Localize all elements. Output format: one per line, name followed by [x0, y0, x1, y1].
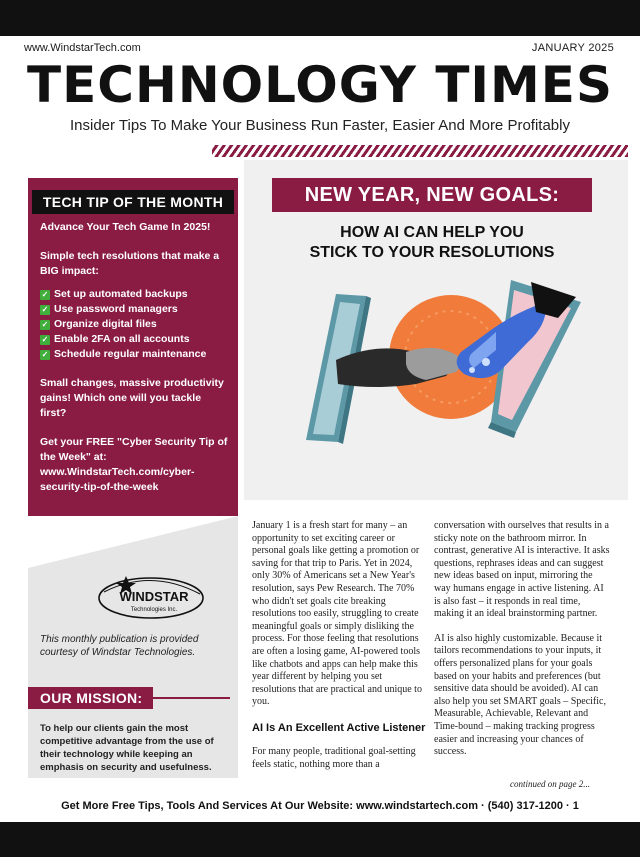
checklist-item: ✓ Set up automated backups — [41, 288, 188, 300]
checkmark-icon: ✓ — [41, 319, 49, 329]
checklist-item: ✓ Enable 2FA on all accounts — [41, 333, 190, 345]
footer-contact[interactable]: Get More Free Tips, Tools And Services At Our Website: www.windstartech.com · (540) 317-1200 · 1 — [61, 800, 579, 812]
article-column-1 — [252, 520, 428, 783]
bottom-bar — [0, 822, 640, 857]
feature-title: NEW YEAR, NEW GOALS: — [272, 178, 592, 212]
mission-divider — [153, 697, 230, 699]
checkmark-icon: ✓ — [41, 289, 49, 299]
tip-intro: Advance Your Tech Game In 2025! — [40, 221, 211, 233]
svg-text:WINDSTAR: WINDSTAR — [119, 589, 189, 604]
site-url[interactable]: www.WindstarTech.com — [24, 42, 141, 54]
tech-tip-header: TECH TIP OF THE MONTH — [32, 190, 234, 214]
mission-text: To help our clients gain the most competitive advantage from the use of their technology while keeping an emphasis on security and usefulness. — [40, 723, 214, 773]
courtesy-note: This monthly publication is provided courtesy of Windstar Technologies. — [40, 634, 199, 658]
issue-date: JANUARY 2025 — [531, 42, 614, 54]
article-paragraph: January 1 is a fresh start for many – an opportunity to set exciting career or personal goals like getting a promotion or saving for that trip to Paris. Yet in 2024, only 30% of Americans set a New Year's resolution, says Pew Research. The 70% who didn't set goals cite breaking resolutions too easily, struggling to create meaningful goals or simply disliking the process. For those feeling that resolutions are often a losing game, AI-powered tools like chatbots and apps can help make this year different by helping you set resolutions that are practical and unique to you. — [252, 520, 422, 708]
continued-note: continued on page 2... — [510, 779, 590, 789]
tip-checklist — [40, 287, 230, 362]
masthead-title: TECHNOLOGY TIMES — [27, 56, 613, 114]
article-paragraph: conversation with ourselves that results in a sticky note on the bathroom mirror. In contrast, generative AI is interactive. It asks questions, rephrases ideas and can suggest new ideas based on input, mirroring the way humans engage in active listening. AI is also fast – it responds in real time, making it an ideal brainstorming partner. — [434, 520, 610, 620]
feature-subtitle: HOW AI CAN HELP YOU STICK TO YOUR RESOLUTIONS — [309, 224, 555, 261]
checklist-item: ✓ Organize digital files — [41, 318, 157, 330]
article-column-2 — [434, 520, 610, 771]
decorative-stripe — [212, 145, 628, 157]
masthead-tagline: Insider Tips To Make Your Business Run Faster, Easier And More Profitably — [70, 117, 570, 134]
handshake-illustration — [296, 272, 596, 447]
cta-lead: Get your FREE "Cyber Security Tip of the Week" at: — [40, 436, 228, 463]
top-bar — [0, 0, 640, 36]
checklist-item: ✓ Schedule regular maintenance — [41, 348, 207, 360]
tip-lead: Simple tech resolutions that make a BIG impact: — [40, 250, 220, 277]
article-subheading: AI Is An Excellent Active Listener — [252, 721, 426, 734]
windstar-logo[interactable] — [96, 572, 206, 622]
svg-text:Technologies Inc.: Technologies Inc. — [130, 607, 178, 613]
checklist-item: ✓ Use password managers — [41, 303, 178, 315]
tip-question: Small changes, massive productivity gains! Which one will you tackle first? — [40, 377, 224, 419]
cta-url-link[interactable]: www.WindstarTech.com/cyber-security-tip-of-the-week — [40, 466, 195, 493]
article-paragraph: For many people, traditional goal-setting feels static, nothing more than a — [252, 745, 416, 770]
checkmark-icon: ✓ — [41, 304, 49, 314]
article-paragraph: AI is also highly customizable. Because it tailors recommendations to your inputs, it offers personalized plans for your goals based on your habits and preferences (but sensitive data should be avoided). AI can also help you set SMART goals – Specific, Measurable, Achievable, Relevant and Time-bound – making tracking progress easier and increasing your chances of success. — [434, 632, 606, 758]
mission-header: OUR MISSION: — [28, 687, 153, 709]
tech-tip-content — [40, 220, 230, 495]
checkmark-icon: ✓ — [41, 334, 49, 344]
checkmark-icon: ✓ — [41, 349, 49, 359]
